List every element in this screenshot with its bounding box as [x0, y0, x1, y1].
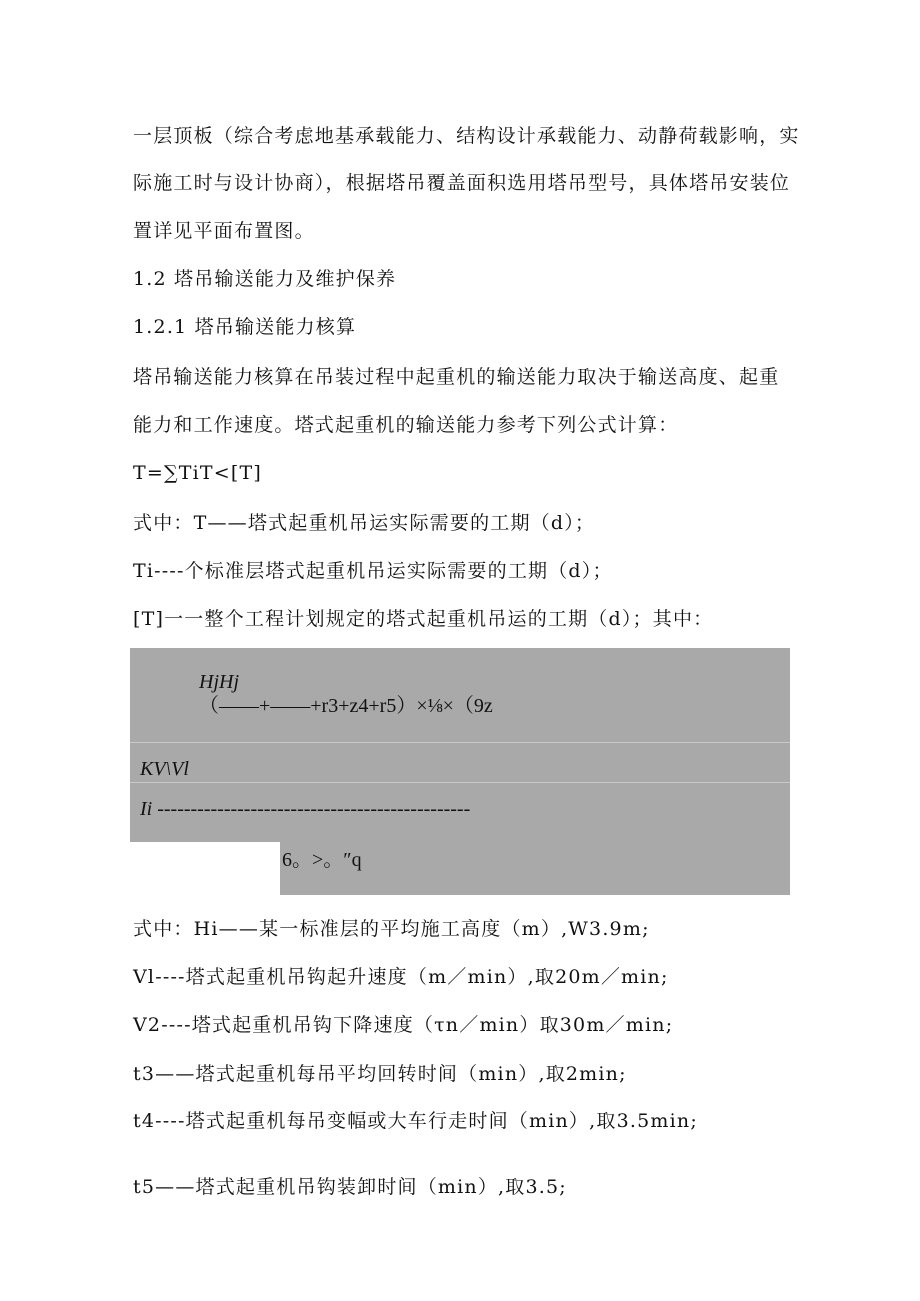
paragraph-line: 际施工时与设计协商），根据塔吊覆盖面积选用塔吊型号，具体塔吊安装位	[133, 172, 791, 194]
formula-divider	[130, 742, 790, 743]
definition-line: [T]一一整个工程计划规定的塔式起重机吊运的工期（d）；其中：	[133, 608, 714, 630]
formula-numerator-text: HjHj	[199, 671, 239, 693]
definition-line: 式中：T——塔式起重机吊运实际需要的工期（d）；	[133, 512, 596, 534]
formula-fraction-line-text: Ii -----------------------------------------------	[140, 798, 471, 820]
paragraph-line: 置详见平面布置图。	[133, 220, 315, 242]
paragraph-line: 塔吊输送能力核算在吊装过程中起重机的输送能力取决于输送高度、起重	[133, 366, 780, 388]
definition-line: t5——塔式起重机吊钩装卸时间（min）,取3.5;	[133, 1176, 567, 1198]
definition-line: t3——塔式起重机每吊平均回转时间（min）,取2min;	[133, 1063, 627, 1085]
paragraph-line: 能力和工作速度。塔式起重机的输送能力参考下列公式计算：	[133, 414, 679, 436]
formula-divider	[130, 782, 790, 783]
definition-line: Ti----个标准层塔式起重机吊运实际需要的工期（d）；	[133, 560, 613, 582]
formula-footer-text: 6。>。″q	[282, 849, 362, 871]
formula-denominator-text: KV\Vl	[140, 758, 189, 780]
definition-line: t4----塔式起重机每吊变幅或大车行走时间（min）,取3.5min;	[133, 1110, 698, 1132]
definition-line: 式中：Hi——某一标准层的平均施工高度（m）,W3.9m;	[133, 918, 650, 940]
subsection-heading: 1.2.1 塔吊输送能力核算	[133, 316, 357, 338]
paragraph-line: 一层顶板（综合考虑地基承载能力、结构设计承载能力、动静荷载影响，实	[133, 125, 800, 147]
definition-line: Vl----塔式起重机吊钩起升速度（m／min）,取20m／min;	[133, 966, 669, 988]
formula-line: T=∑TiT<[T]	[133, 462, 262, 484]
formula-expression-text: （——+——+r3+z4+r5）×⅛×（9z	[199, 695, 493, 717]
section-heading: 1.2 塔吊输送能力及维护保养	[133, 268, 397, 290]
definition-line: V2----塔式起重机吊钩下降速度（τn／min）取30m／min;	[133, 1014, 674, 1036]
